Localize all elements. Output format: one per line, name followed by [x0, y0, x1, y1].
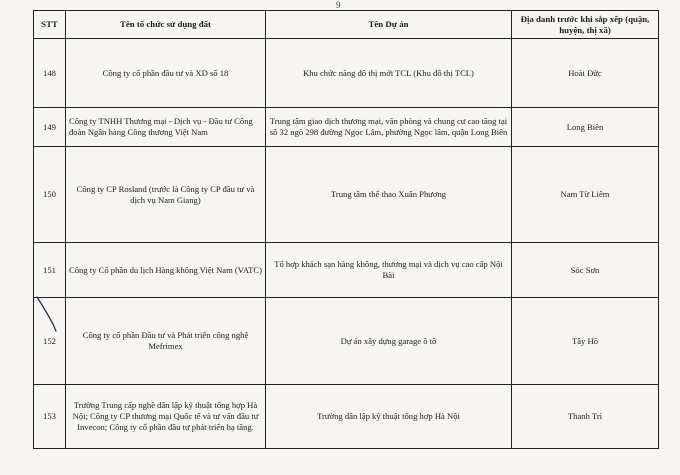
cell-org: Công ty Cổ phần du lịch Hàng không Việt Nam (VATC) [66, 243, 266, 298]
cell-place: Hoài Đức [512, 39, 659, 108]
cell-project: Trường dân lập kỹ thuật tổng hợp Hà Nội [266, 385, 512, 449]
cell-org: Trường Trung cấp nghề dân lập kỹ thuật tổng hợp Hà Nội; Công ty CP thương mại Quốc tế và tư vấn đầu tư Invecon; Công ty cổ phần đầu tư phát triển hạ tầng. [66, 385, 266, 449]
pen-stroke-mark [36, 296, 58, 334]
cell-stt: 151 [34, 243, 66, 298]
cell-project: Trung tâm giao dịch thương mại, văn phòng và chung cư cao tầng tại số 32 ngõ 298 đường Ngọc Lâm, phường Ngọc lâm, quận Long Biên [266, 108, 512, 147]
cell-org: Công ty TNHH Thương mại - Dịch vụ - Đầu tư Công đoàn Ngân hàng Công thương Việt Nam [66, 108, 266, 147]
cell-stt: 149 [34, 108, 66, 147]
page-bottom-margin [0, 463, 680, 475]
cell-project: Dự án xây dựng garage ô tô [266, 298, 512, 385]
table-row [34, 243, 659, 298]
header-org: Tên tổ chức sử dụng đất [66, 11, 266, 39]
cell-stt: 152 [34, 298, 66, 385]
cell-place: Long Biên [512, 108, 659, 147]
table-row [34, 385, 659, 449]
cell-org: Công ty cổ phần đầu tư và XD số 18 [66, 39, 266, 108]
cell-place: Nam Từ Liêm [512, 147, 659, 243]
header-place: Địa danh trước khi sắp xếp (quận, huyện, thị xã) [512, 11, 659, 39]
cell-org: Công ty CP Rosland (trước là Công ty CP đầu tư và dịch vụ Nam Giang) [66, 147, 266, 243]
cell-place: Sóc Sơn [512, 243, 659, 298]
table-row [34, 298, 659, 385]
cell-project: Tổ hợp khách sạn hàng không, thương mại và dịch vụ cao cấp Nội Bài [266, 243, 512, 298]
cell-place: Tây Hồ [512, 298, 659, 385]
cell-project: Trung tâm thể thao Xuân Phương [266, 147, 512, 243]
table-row [34, 108, 659, 147]
cell-stt: 150 [34, 147, 66, 243]
header-row [34, 11, 659, 39]
table-row [34, 147, 659, 243]
header-project: Tên Dự án [266, 11, 512, 39]
cell-stt: 153 [34, 385, 66, 449]
cell-org: Công ty cổ phần Đầu tư và Phát triển công nghệ Mefrimex [66, 298, 266, 385]
page-number: 9 [336, 0, 341, 10]
cell-place: Thanh Trì [512, 385, 659, 449]
cell-stt: 148 [34, 39, 66, 108]
table-row [34, 39, 659, 108]
cell-project: Khu chức năng đô thị mới TCL (Khu đô thị TCL) [266, 39, 512, 108]
land-use-table [33, 10, 659, 449]
header-stt: STT [34, 11, 66, 39]
